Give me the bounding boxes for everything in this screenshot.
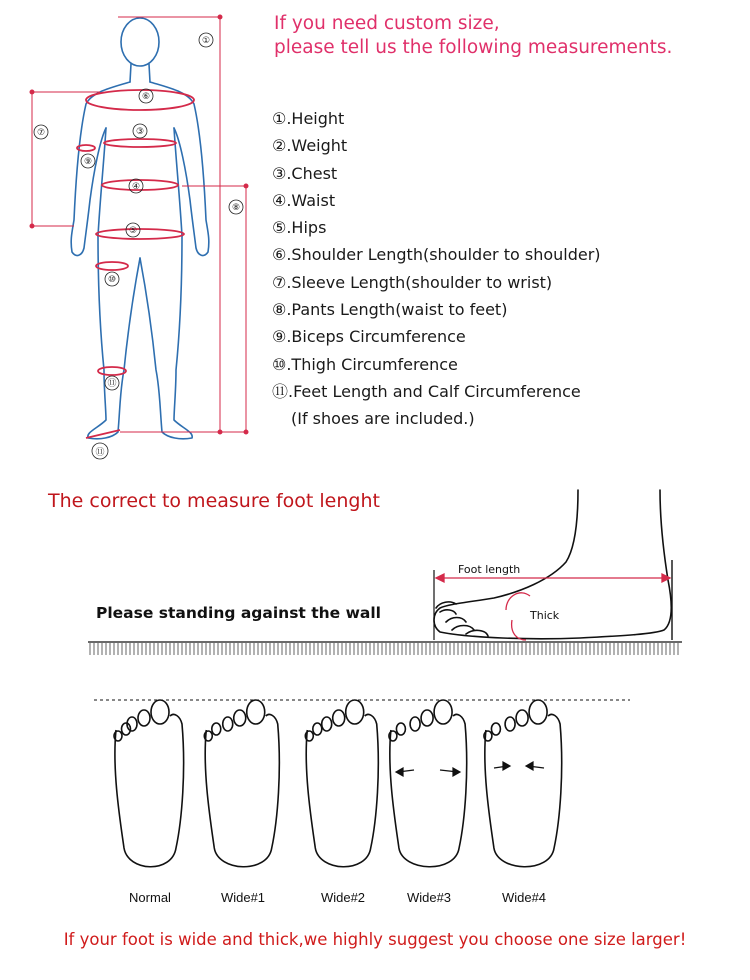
marker-waist: ④ [131, 182, 141, 192]
foot-outline [305, 700, 378, 867]
measurement-item: ②.Weight [272, 136, 348, 156]
width-arrows [396, 762, 544, 776]
measurement-item: ⑥.Shoulder Length(shoulder to shoulder) [272, 245, 601, 265]
measurement-item: ①.Height [272, 109, 345, 128]
measurement-item: ⑧.Pants Length(waist to feet) [272, 300, 508, 320]
width-label-normal: Normal [129, 890, 171, 905]
marker-height: ① [201, 36, 211, 46]
footer-advice: If your foot is wide and thick,we highly suggest you choose one size larger! [63, 930, 687, 949]
marker-chest: ③ [135, 127, 145, 137]
marker-shoulder: ⑥ [141, 92, 151, 102]
measurement-item: ⑤.Hips [272, 218, 327, 238]
foot-outline [389, 700, 467, 867]
measurement-item: ⑨.Biceps Circumference [272, 327, 466, 347]
width-label-wide-2: Wide#2 [320, 890, 366, 905]
foot-outline [114, 700, 184, 867]
marker-hips: ⑤ [128, 226, 138, 236]
marker-biceps: ⑨ [83, 157, 93, 167]
width-label-wide-1: Wide#1 [220, 890, 266, 905]
measurement-item: ⑩.Thigh Circumference [272, 354, 458, 374]
foot-outline [204, 700, 279, 867]
marker-pants: ⑧ [231, 203, 241, 213]
marker-feet: ⑪ [95, 448, 105, 458]
measurement-note: (If shoes are included.) [291, 409, 475, 429]
marker-calf: ⑪ [107, 379, 117, 389]
foot-outline [484, 700, 562, 867]
foot-length-label: Foot length [458, 563, 521, 576]
width-label-wide-4: Wide#4 [501, 890, 547, 905]
measurement-item: ④.Waist [272, 190, 336, 210]
header-line-1: If you need custom size, [274, 13, 500, 34]
marker-thigh: ⑩ [107, 275, 117, 285]
marker-sleeve: ⑦ [36, 128, 46, 138]
measurement-item: ⑦.Sleeve Length(shoulder to wrist) [272, 272, 553, 292]
measurement-item: ③.Chest [272, 163, 338, 183]
width-label-wide-3: Wide#3 [406, 890, 452, 905]
foot-measure-title: The correct to measure foot lenght [48, 490, 380, 512]
measurement-item: ⑪.Feet Length and Calf Circumference [272, 381, 581, 401]
wall-instruction: Please standing against the wall [96, 604, 381, 622]
header-line-2: please tell us the following measurements. [274, 37, 673, 58]
thick-label: Thick [530, 609, 560, 622]
